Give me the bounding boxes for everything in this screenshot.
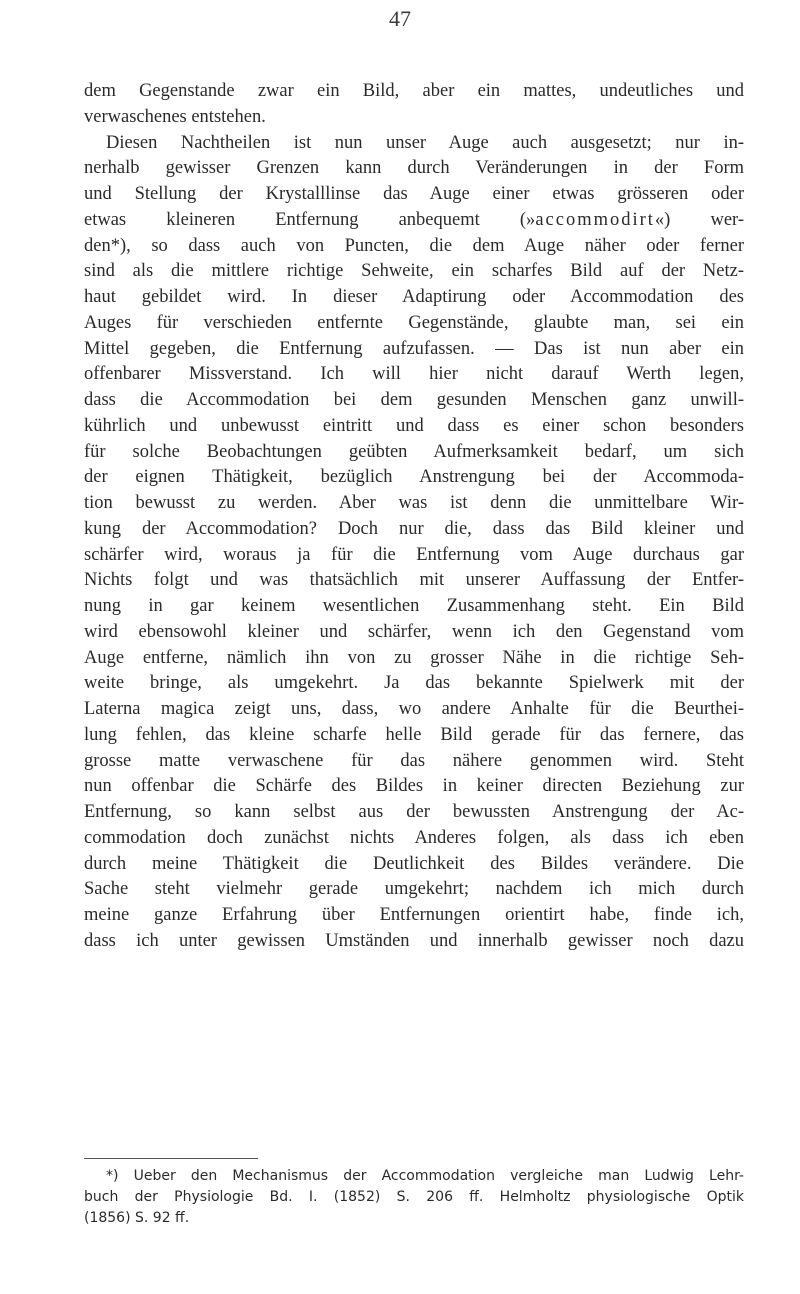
text-line: kung der Accommodation? Doch nur die, dass das Bild kleiner und: [84, 518, 744, 539]
text-line: dass die Accommodation bei dem gesunden Menschen ganz unwill-: [84, 390, 744, 410]
text-line: Auges für verschieden entfernte Gegenstände, glaubte man, sei ein: [84, 312, 744, 333]
text-line: verwaschenes entstehen.: [84, 106, 266, 127]
text-line: schärfer wird, woraus ja für die Entfernung vom Auge durchaus gar: [84, 544, 744, 565]
text-line: weite bringe, als umgekehrt. Ja das bekannte Spielwerk mit der: [84, 673, 744, 694]
text-line: haut gebildet wird. In dieser Adaptirung oder Accommodation des: [84, 287, 744, 307]
text-line: Mittel gegeben, die Entfernung aufzufassen. — Das ist nun aber ein: [84, 338, 744, 359]
spaced-term: accommodirt: [535, 209, 655, 230]
text-line: grosse matte verwaschene für das nähere genommen wird. Steht: [84, 750, 744, 771]
text-fragment: etwas kleineren Entfernung anbequemt (»: [84, 209, 536, 230]
text-line: Entfernung, so kann selbst aus der bewussten Anstrengung der Ac-: [84, 802, 744, 822]
text-line: Laterna magica zeigt uns, dass, wo andere Anhalte für die Beurthei-: [84, 699, 744, 719]
text-line: dass ich unter gewissen Umständen und innerhalb gewisser noch dazu: [84, 930, 744, 951]
text-line: Auge entferne, nämlich ihn von zu grosser Nähe in die richtige Seh-: [84, 647, 744, 668]
text-line: lung fehlen, das kleine scharfe helle Bild gerade für das fernere, das: [84, 724, 744, 745]
text-line: meine ganze Erfahrung über Entfernungen orientirt habe, finde ich,: [84, 905, 744, 925]
text-line: wird ebensowohl kleiner und schärfer, wenn ich den Gegenstand vom: [84, 621, 744, 642]
text-line: Nichts folgt und was thatsächlich mit unserer Auffassung der Entfer-: [84, 570, 744, 591]
text-line: nerhalb gewisser Grenzen kann durch Veränderungen in der Form: [84, 158, 744, 179]
footnote-line: *) Ueber den Mechanismus der Accommodation vergleiche man Ludwig Lehr-: [106, 1168, 744, 1184]
body-text: [84, 79, 744, 955]
footnote-divider: [84, 1158, 258, 1159]
text-line: dem Gegenstande zwar ein Bild, aber ein mattes, undeutliches und: [84, 81, 744, 101]
text-line: der eignen Thätigkeit, bezüglich Anstrengung bei der Accommoda-: [84, 467, 744, 488]
footnote-line: buch der Physiologie Bd. I. (1852) S. 206 ff. Helmholtz physiologische Optik: [84, 1189, 744, 1205]
text-line: tion bewusst zu werden. Aber was ist denn die unmittelbare Wir-: [84, 493, 744, 513]
text-line: Diesen Nachtheilen ist nun unser Auge auch ausgesetzt; nur in-: [106, 132, 744, 153]
text-line: Sache steht vielmehr gerade umgekehrt; nachdem ich mich durch: [84, 879, 744, 900]
text-line-with-spaced-word: [84, 208, 744, 234]
text-line: den*), so dass auch von Puncten, die dem Auge näher oder ferner: [84, 235, 744, 256]
footnote: [84, 1166, 744, 1229]
page-number: 47: [389, 6, 411, 31]
text-line: durch meine Thätigkeit die Deutlichkeit des Bildes verändere. Die: [84, 853, 744, 874]
text-line: nun offenbar die Schärfe des Bildes in keiner directen Beziehung zur: [84, 776, 744, 797]
text-line: nung in gar keinem wesentlichen Zusammenhang steht. Ein Bild: [84, 596, 744, 616]
text-line: kührlich und unbewusst eintritt und dass es einer schon besonders: [84, 415, 744, 436]
footnote-line: (1856) S. 92 ff.: [84, 1210, 190, 1226]
text-line: für solche Beobachtungen geübten Aufmerksamkeit bedarf, um sich: [84, 441, 744, 462]
text-line: und Stellung der Krystalllinse das Auge einer etwas grösseren oder: [84, 184, 744, 204]
text-fragment: «) wer-: [654, 209, 744, 230]
text-line: commodation doch zunächst nichts Anderes folgen, als dass ich eben: [84, 827, 744, 848]
text-line: sind als die mittlere richtige Sehweite, ein scharfes Bild auf der Netz-: [84, 261, 744, 282]
text-line: offenbarer Missverstand. Ich will hier nicht darauf Werth legen,: [84, 364, 744, 385]
